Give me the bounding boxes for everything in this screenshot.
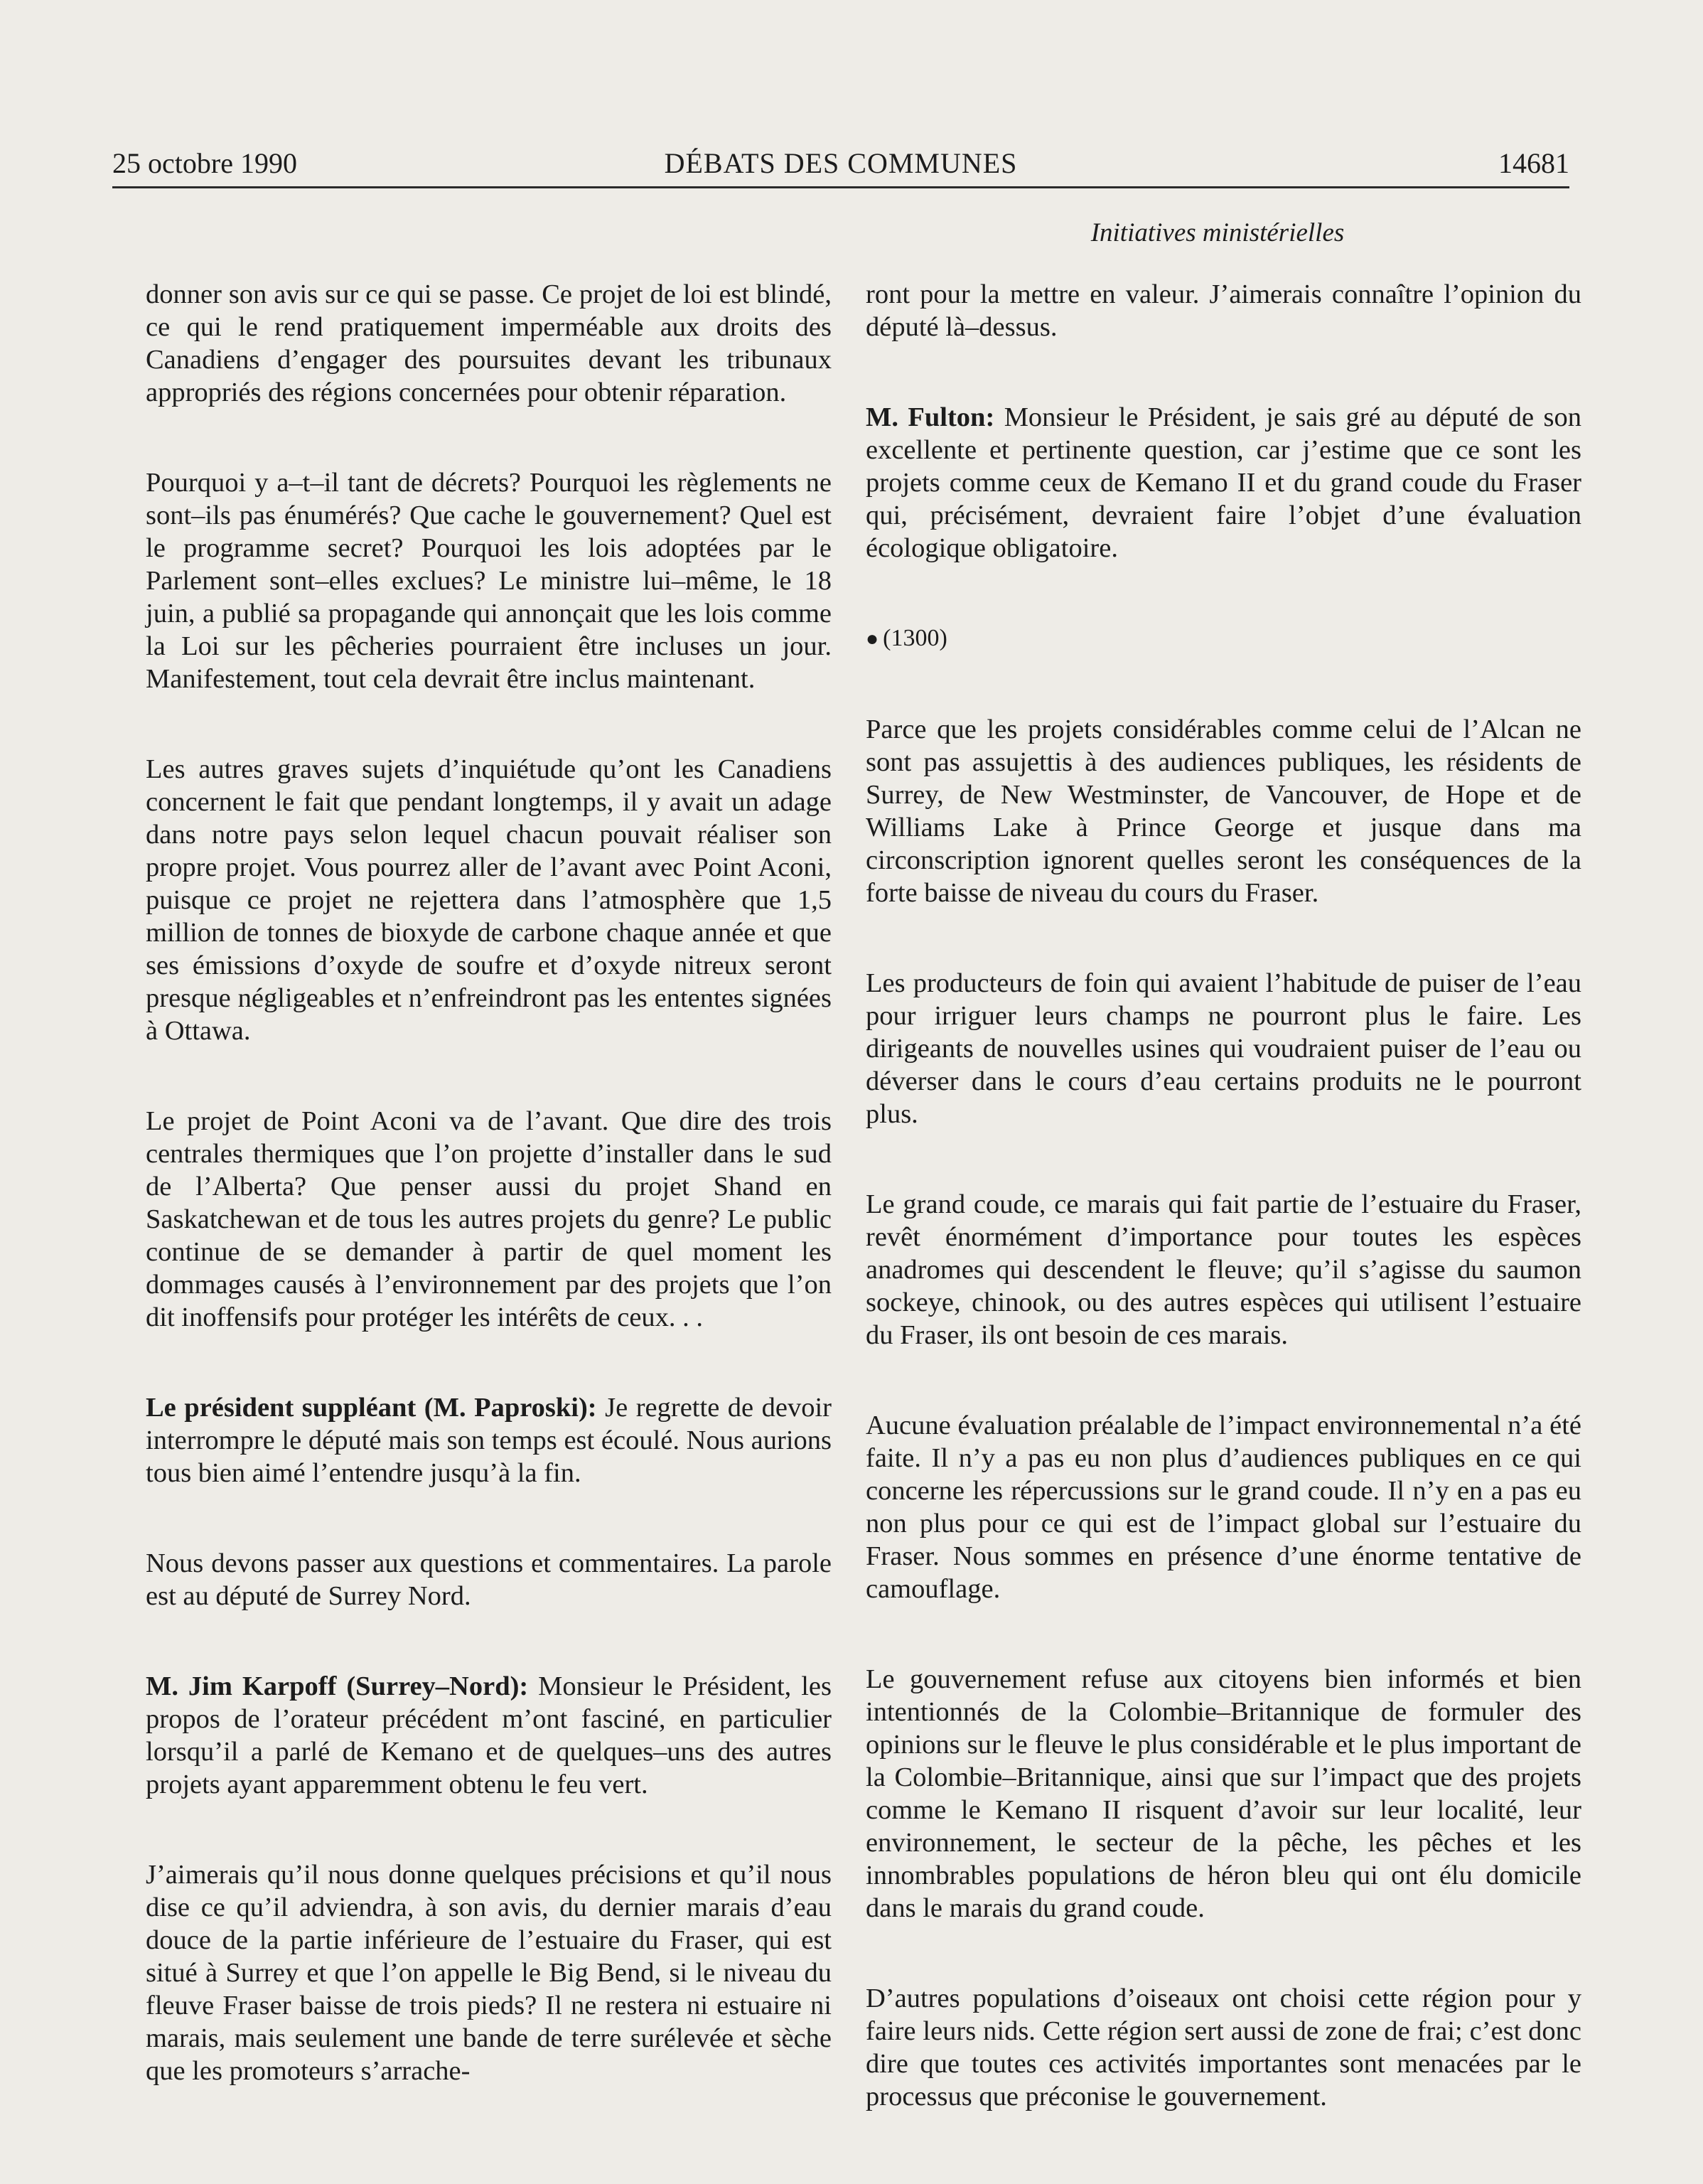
paragraph-text: Pourquoi y a–t–il tant de décrets? Pourquoi les règlements ne sont–ils pas énumérés? Que cache le gouvernement? Quel est le programme secret? Pourquoi les lois adoptées par le Parlement sont–elles exclues? Le ministre lui–même, le 18 juin, a publié sa propagande qui annonçait que les lois comme la Loi sur les pêcheries pourraient être incluses un jour. Manifestement, tout cela devrait être inclus maintenant.	[146, 468, 832, 694]
paragraph-text: Monsieur le Président, je sais gré au député de son excellente et pertinente question, car j’estime que ce sont les projets comme ceux de Kemano II et du grand coude du Fraser qui, précisément, devraient faire l’objet d’une évaluation écologique obligatoire.	[866, 402, 1581, 563]
paragraph	[866, 1409, 1581, 1605]
paragraph	[146, 1391, 832, 1489]
paragraph	[146, 1670, 832, 1801]
paragraph-text: D’autres populations d’oiseaux ont choisi cette région pour y faire leurs nids. Cette région sert aussi de zone de frai; c’est donc dire que toutes ces activités importantes sont menacées par le processus que préconise le gouvernement.	[866, 1984, 1581, 2111]
paragraph	[866, 713, 1581, 909]
speaker-name: Le président suppléant (M. Paproski):	[146, 1393, 597, 1423]
paragraph-text: Les producteurs de foin qui avaient l’habitude de puiser de l’eau pour irriguer leurs champs ne pourront plus le faire. Les dirigeants de nouvelles usines qui voudraient puiser de l’eau ou déverser dans le cours d’eau certains produits ne le pourront plus.	[866, 968, 1581, 1129]
paragraph-text: Les autres graves sujets d’inquiétude qu’ont les Canadiens concernent le fait que pendant longtemps, il y avait un adage dans notre pays selon lequel chacun pouvait réaliser son propre projet. Vous pourrez aller de l’avant avec Point Aconi, puisque ce projet ne rejettera dans l’atmosphère que 1,5 million de tonnes de bioxyde de carbone chaque année et que ses émissions d’oxyde de soufre et d’oxyde nitreux seront presque négligeables et n’enfreindront pas les ententes signées à Ottawa.	[146, 754, 832, 1046]
speaker-name: M. Jim Karpoff (Surrey–Nord):	[146, 1671, 529, 1701]
header-date: 25 octobre 1990	[112, 147, 297, 179]
left-column	[146, 278, 832, 2145]
paragraph	[146, 1547, 832, 1612]
section-label: Initiatives ministérielles	[1090, 218, 1345, 247]
paragraph	[146, 1105, 832, 1334]
paragraph-text: Nous devons passer aux questions et commentaires. La parole est au député de Surrey Nord.	[146, 1548, 832, 1611]
paragraph	[146, 753, 832, 1047]
speaker-name: M. Fulton:	[866, 402, 995, 432]
bullet-icon: ●	[866, 627, 879, 651]
paragraph-text: J’aimerais qu’il nous donne quelques précisions et qu’il nous dise ce qu’il adviendra, à son avis, du dernier marais d’eau douce de la partie inférieure de l’estuaire du Fraser, qui est situé à Surrey et que l’on appelle le Big Bend, si le niveau du fleuve Fraser baisse de trois pieds? Il ne restera ni estuaire ni marais, mais seulement une bande de terre surélevée et sèche que les promoteurs s’arrache-	[146, 1860, 832, 2086]
right-column	[866, 278, 1581, 2170]
paragraph-text: Le gouvernement refuse aux citoyens bien informés et bien intentionnés de la Colombie–Britannique de formuler des opinions sur le fleuve le plus considérable et le plus important de la Colombie–Britannique, ainsi que sur l’impact que des projets comme le Kemano II risquent d’avoir sur leur localité, leur environnement, le secteur de la pêche, les pêches et les innombrables populations de héron bleu qui ont élu domicile dans le marais du grand coude.	[866, 1664, 1581, 1923]
paragraph-text: Aucune évaluation préalable de l’impact environnemental n’a été faite. Il n’y a pas eu non plus d’audiences publiques en ce qui concerne les répercussions sur le grand coude. Il n’y en a pas eu non plus pour ce qui est de l’impact global sur l’estuaire du Fraser. Nous sommes en présence d’une énorme tentative de camouflage.	[866, 1410, 1581, 1604]
paragraph-text: Le grand coude, ce marais qui fait partie de l’estuaire du Fraser, revêt énormément d’importance pour toutes les espèces anadromes qui descendent le fleuve; qu’il s’agisse du saumon sockeye, chinook, ou des autres espèces qui utilisent l’estuaire du Fraser, ils ont besoin de ces marais.	[866, 1189, 1581, 1350]
paragraph	[146, 1858, 832, 2087]
paragraph	[866, 1982, 1581, 2113]
paragraph-text: Je regrette de devoir interrompre le député mais son temps est écoulé. Nous aurions tous bien aimé l’entendre jusqu’à la fin.	[146, 1393, 832, 1488]
timestamp-text: (1300)	[883, 625, 947, 651]
paragraph	[866, 967, 1581, 1130]
header-title: DÉBATS DES COMMUNES	[664, 147, 1018, 179]
paragraph	[866, 401, 1581, 564]
paragraph	[866, 278, 1581, 343]
paragraph	[866, 1188, 1581, 1351]
timestamp	[866, 622, 1581, 655]
paragraph	[146, 466, 832, 695]
paragraph	[146, 278, 832, 409]
paragraph-text: donner son avis sur ce qui se passe. Ce projet de loi est blindé, ce qui le rend pratiquement imperméable aux droits des Canadiens d’engager des poursuites devant les tribunaux appropriés des régions concernées pour obtenir réparation.	[146, 279, 832, 407]
paragraph-text: Monsieur le Président, les propos de l’orateur précédent m’ont fasciné, en particulier lorsqu’il a parlé de Kemano et de quelques–uns des autres projets ayant apparemment obtenu le feu vert.	[146, 1671, 832, 1799]
page-header	[112, 141, 1569, 188]
page-number: 14681	[1498, 147, 1569, 179]
paragraph-text: ront pour la mettre en valeur. J’aimerais connaître l’opinion du député là–dessus.	[866, 279, 1581, 342]
paragraph-text: Parce que les projets considérables comme celui de l’Alcan ne sont pas assujettis à des audiences publiques, les résidents de Surrey, de New Westminster, de Vancouver, de Hope et de Williams Lake à Prince George et jusque dans ma circonscription ignorent quelles seront les conséquences de la forte baisse de niveau du cours du Fraser.	[866, 714, 1581, 908]
paragraph-text: Le projet de Point Aconi va de l’avant. Que dire des trois centrales thermiques que l’on projette d’installer dans le sud de l’Alberta? Que penser aussi du projet Shand en Saskatchewan et de tous les autres projets du genre? Le public continue de se demander à partir de quel moment les dommages causés à l’environnement par des projets que l’on dit inoffensifs pour protéger les intérêts de ceux. . .	[146, 1106, 832, 1332]
paragraph	[866, 1663, 1581, 1925]
